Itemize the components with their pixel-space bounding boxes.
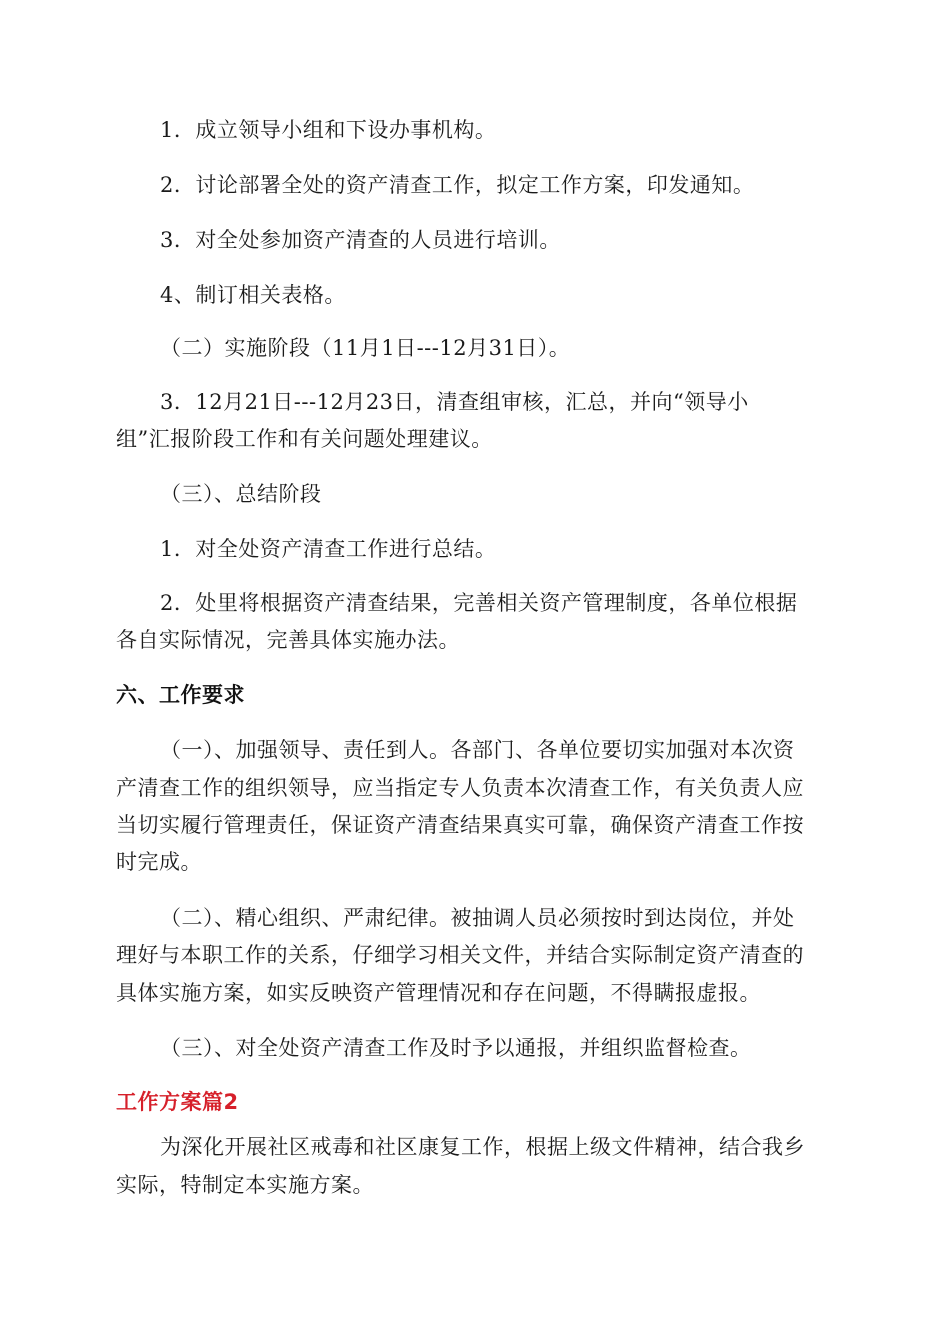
paragraph-line: 组”汇报阶段工作和有关问题处理建议。	[116, 427, 493, 451]
paragraph-line: 4、制订相关表格。	[160, 283, 346, 307]
paragraph-line: 当切实履行管理责任，保证资产清查结果真实可靠，确保资产清查工作按	[116, 813, 804, 837]
paragraph-line: 为深化开展社区戒毒和社区康复工作，根据上级文件精神，结合我乡	[160, 1135, 805, 1159]
subheading-implementation: （二）实施阶段（11月1日---12月31日）。	[160, 336, 571, 360]
paragraph-line: 2．讨论部署全处的资产清查工作，拟定工作方案，印发通知。	[160, 173, 755, 197]
paragraph-line: 1．成立领导小组和下设办事机构。	[160, 118, 497, 142]
paragraph-line: 3．对全处参加资产清查的人员进行培训。	[160, 228, 561, 252]
section-title-plan-2: 工作方案篇2	[116, 1090, 239, 1114]
paragraph-line: （三）、对全处资产清查工作及时予以通报，并组织监督检查。	[160, 1036, 752, 1060]
paragraph-line: 2．处里将根据资产清查结果，完善相关资产管理制度，各单位根据	[160, 591, 798, 615]
paragraph-line: 产清查工作的组织领导，应当指定专人负责本次清查工作，有关负责人应	[116, 776, 804, 800]
paragraph-line: （一）、加强领导、责任到人。各部门、各单位要切实加强对本次资	[160, 738, 795, 762]
paragraph-line: 实际，特制定本实施方案。	[116, 1173, 374, 1197]
paragraph-line: （二）、精心组织、严肃纪律。被抽调人员必须按时到达岗位，并处	[160, 906, 795, 930]
paragraph-line: 3．12月21日---12月23日，清查组审核，汇总，并向“领导小	[160, 390, 749, 414]
paragraph-line: 理好与本职工作的关系，仔细学习相关文件，并结合实际制定资产清查的	[116, 943, 804, 967]
paragraph-line: 1．对全处资产清查工作进行总结。	[160, 537, 497, 561]
paragraph-line: 时完成。	[116, 850, 202, 874]
paragraph-line: 各自实际情况，完善具体实施办法。	[116, 628, 460, 652]
subheading-summary: （三）、总结阶段	[160, 482, 322, 506]
section-heading-requirements: 六、工作要求	[116, 683, 245, 707]
paragraph-line: 具体实施方案，如实反映资产管理情况和存在问题，不得瞒报虚报。	[116, 981, 761, 1005]
